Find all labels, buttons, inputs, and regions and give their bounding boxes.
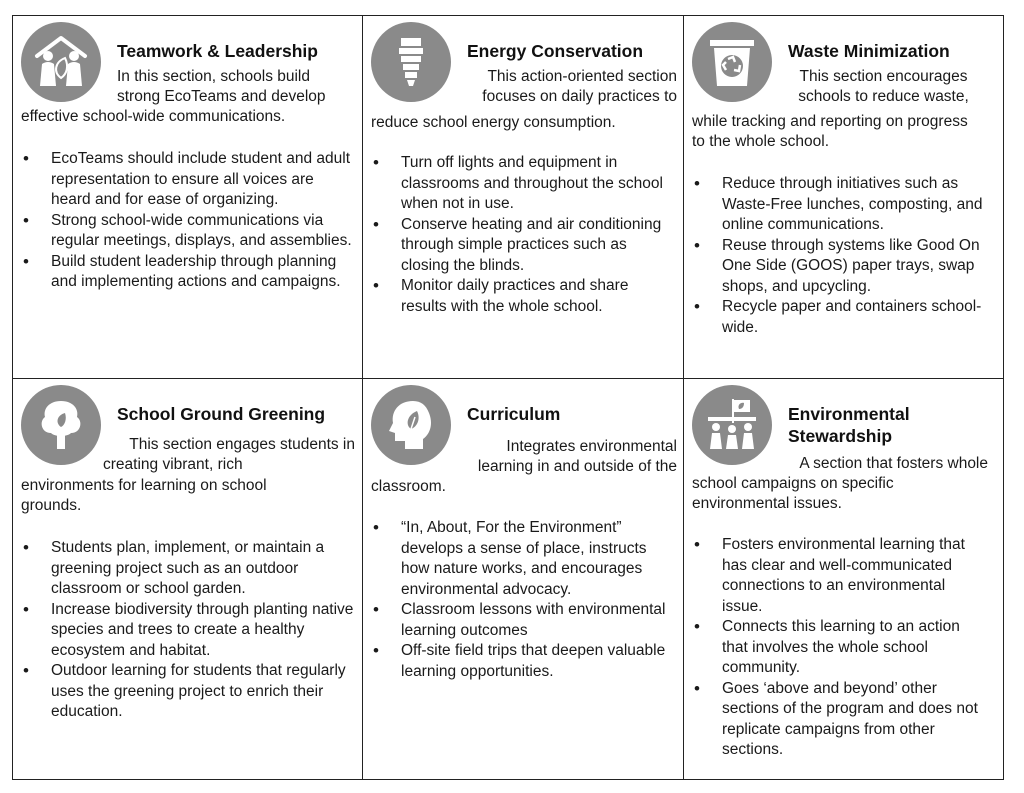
list-item: • Strong school-wide communications via regular meetings, displays, and assemblies. [21, 211, 354, 252]
section-intro-continued: while tracking and reporting on progress to the whole school. [692, 113, 968, 150]
section-intro: In this section, schools build strong EcoTeams and develop [117, 68, 326, 105]
section-intro-continued: reduce school energy consumption. [371, 114, 616, 131]
bullet-list [21, 149, 354, 293]
bullet-list [371, 153, 675, 317]
list-item: • Conserve heating and air conditioning through simple practices such as closing the blinds. [371, 215, 675, 277]
section-environmental-stewardship [684, 379, 1003, 779]
list-item: • Reduce through initiatives such as Waste-Free lunches, composting, and online communications. [692, 174, 995, 236]
section-intro-continued: school campaigns on specific environmental issues. [692, 475, 894, 512]
bullet-list [692, 174, 995, 338]
bullet-list [692, 535, 989, 761]
list-item: • Monitor daily practices and share results with the whole school. [371, 276, 675, 317]
list-item: • Outdoor learning for students that regularly uses the greening project to enrich their education. [21, 661, 354, 723]
section-teamwork-leadership [13, 16, 363, 379]
list-item: • “In, About, For the Environment” develops a sense of place, instructs how nature works, and encourages environmental advocacy. [371, 518, 675, 600]
section-intro: This section encourages schools to reduce waste, [798, 68, 969, 105]
bullet-list [21, 538, 354, 723]
section-intro: Integrates environmental learning in and outside of the [477, 438, 677, 475]
recycle-bin-icon [692, 22, 772, 102]
list-item: • Connects this learning to an action that involves the whole school community. [692, 617, 989, 679]
tree-icon [21, 385, 101, 465]
section-school-ground-greening [13, 379, 363, 779]
section-intro: This action-oriented section focuses on daily practices to [482, 68, 677, 105]
list-item: • Reuse through systems like Good On One Side (GOOS) paper trays, swap shops, and upcycling. [692, 236, 995, 298]
section-curriculum [363, 379, 684, 779]
eco-program-grid [12, 15, 1004, 780]
lightbulb-icon [371, 22, 451, 102]
community-flag-icon [692, 385, 772, 465]
list-item: • Turn off lights and equipment in classrooms and throughout the school when not in use. [371, 153, 675, 215]
section-title: Environmental Stewardship [788, 404, 910, 446]
section-intro-continued: effective school-wide communications. [21, 108, 286, 125]
people-leaf-icon [21, 22, 101, 102]
section-intro-continued: environments for learning on school grounds. [21, 477, 267, 514]
section-title: Energy Conservation [467, 41, 644, 61]
section-waste-minimization [684, 16, 1003, 379]
section-intro: This section engages students in creating vibrant, rich [103, 436, 355, 473]
section-energy-conservation [363, 16, 684, 379]
bullet-list [371, 518, 675, 682]
list-item: • Students plan, implement, or maintain a greening project such as an outdoor classroom or school garden. [21, 538, 354, 600]
section-intro: A section that fosters whole [799, 455, 988, 472]
section-intro-continued: classroom. [371, 478, 446, 495]
list-item: • Recycle paper and containers school-wide. [692, 297, 995, 338]
section-title: Curriculum [467, 404, 561, 424]
list-item: • Goes ‘above and beyond’ other sections of the program and does not replicate campaigns from other sections. [692, 679, 989, 761]
section-title: School Ground Greening [117, 404, 326, 424]
list-item: • Fosters environmental learning that has clear and well-communicated connections to an environmental issue. [692, 535, 989, 617]
list-item: • Build student leadership through planning and implementing actions and campaigns. [21, 252, 354, 293]
head-leaf-icon [371, 385, 451, 465]
list-item: • Off-site field trips that deepen valuable learning opportunities. [371, 641, 675, 682]
list-item: • Increase biodiversity through planting native species and trees to create a healthy ecosystem and habitat. [21, 600, 354, 662]
list-item: • EcoTeams should include student and adult representation to ensure all voices are heard and for ease of organizing. [21, 149, 354, 211]
list-item: • Classroom lessons with environmental learning outcomes [371, 600, 675, 641]
section-title: Teamwork & Leadership [117, 41, 318, 61]
section-title: Waste Minimization [788, 41, 950, 61]
